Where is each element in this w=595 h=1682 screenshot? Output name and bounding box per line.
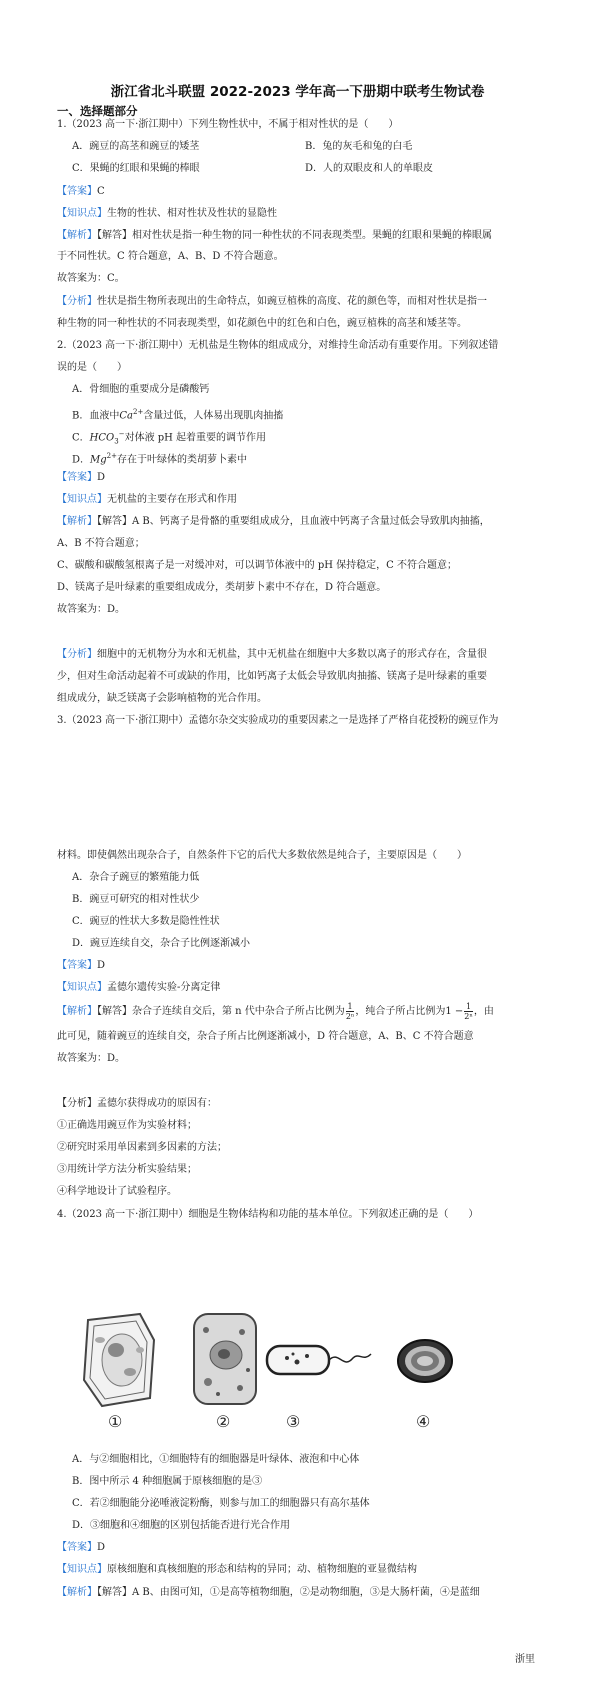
q1-option-d: D．人的双眼皮和人的单眼皮 [305,163,434,174]
cyanobacterium-illustration [395,1336,455,1386]
option-text: D． [72,454,91,466]
option-text: 对体液 pH 起着重要的调节作用 [124,432,267,444]
q1-option-b: B．兔的灰毛和兔的白毛 [305,141,413,152]
q3-stem-2: 材料。即使偶然出现杂合子，自然条件下它的后代大多数依然是纯合子，主要原因是（ ） [57,850,467,861]
option-text: 含量过低，人体易出现肌肉抽搐 [143,410,284,422]
q4-option-c: C．若②细胞能分泌唾液淀粉酶，则参与加工的细胞器只有高尔基体 [72,1498,370,1509]
q3-summary-4: ④科学地设计了试验程序。 [57,1186,177,1197]
answer-value: D [97,960,106,971]
fraction [464,1002,473,1021]
knowledge-tag: 【知识点】 [57,208,107,219]
analysis-tag: 【解析】 [57,230,97,241]
q3-summary-head: 【分析】孟德尔获得成功的原因有： [57,1098,217,1109]
knowledge-text: 原核细胞和真核细胞的形态和结构的异同；动、植物细胞的亚显微结构 [107,1564,417,1575]
q2-stem-2: 误的是（ ） [57,362,127,373]
q2-stem-1: 2.（2023 高一下·浙江期中）无机盐是生物体的组成成分，对维持生命活动有重要作用。下列叙述错 [57,340,499,351]
option-text: B．血液中 [72,410,120,422]
summary-text: 细胞中的无机物分为水和无机盐，其中无机盐在细胞中大多数以离子的形式存在，含量很 [97,649,487,660]
q2-option-a: A．骨细胞的重要成分是磷酸钙 [72,384,210,395]
q1-answer [57,185,542,199]
q1-option-c: C．果蝇的红眼和果蝇的棒眼 [72,163,200,174]
analysis-text: 【解答】相对性状是指一种生物的同一种性状的不同表现类型。果蝇的红眼和果蝇的棒眼属 [97,230,492,241]
ion-formula: HCO [89,432,115,444]
q2-analysis-1 [57,515,542,529]
fraction-denominator: 2ⁿ [464,1012,473,1021]
q2-analysis-2: A、B 不符合题意； [57,538,145,549]
q2-summary-2: 少，但对生命活动起着不可或缺的作用，比如钙离子太低会导致肌肉抽搐、镁离子是叶绿素的重要 [57,671,487,682]
answer-tag: 【答案】 [57,186,97,197]
plant-cell-illustration [80,1310,160,1410]
q4-stem: 4.（2023 高一下·浙江期中）细胞是生物体结构和功能的基本单位。下列叙述正确的是（ ） [57,1209,479,1220]
ion-charge: 2+ [106,452,117,460]
analysis-text: ，纯合子所占比例为1 − [355,1006,464,1017]
q2-answer [57,471,542,485]
fraction [346,1002,355,1021]
bacterium-illustration [265,1340,375,1380]
section-heading: 一、选择题部分 [57,104,138,118]
page-footer: 浙里 [515,1654,535,1665]
animal-cell-illustration [190,1310,260,1410]
q3-analysis-3: 故答案为：D。 [57,1053,126,1064]
answer-value: D [97,472,106,483]
q4-option-d: D．③细胞和④细胞的区别包括能否进行光合作用 [72,1520,291,1531]
summary-tag: 【分析】 [57,649,97,660]
q3-option-a: A．杂合子豌豆的繁殖能力低 [72,872,200,883]
q3-option-c: C．豌豆的性状大多数是隐性性状 [72,916,220,927]
q2-analysis-4: D、镁离子是叶绿素的重要组成成分，类胡萝卜素中不存在，D 符合题意。 [57,582,387,593]
ion-charge: 2+ [132,408,144,416]
q1-knowledge-point [57,207,542,221]
ion-formula: Mg [90,454,107,466]
answer-tag: 【答案】 [57,960,97,971]
q4-option-b: B．图中所示 4 种细胞属于原核细胞的是③ [72,1476,263,1487]
knowledge-tag: 【知识点】 [57,982,107,993]
option-text: C． [72,432,90,444]
q1-summary-1 [57,295,542,309]
answer-value: C [97,186,105,197]
q4-knowledge-point [57,1563,542,1577]
figure-label-3: ③ [286,1412,301,1431]
option-text: 存在于叶绿体的类胡萝卜素中 [117,454,247,466]
q3-option-d: D．豌豆连续自交，杂合子比例逐渐减小 [72,938,251,949]
knowledge-text: 孟德尔遗传实验-分离定律 [107,982,221,993]
q3-stem-1: 3.（2023 高一下·浙江期中）孟德尔杂交实验成功的重要因素之一是选择了严格自花授粉的豌豆作为 [57,715,499,726]
fraction-denominator: 2ⁿ [345,1012,355,1021]
q2-option-b [72,405,557,423]
q2-analysis-5: 故答案为：D。 [57,604,126,615]
page-title: 浙江省北斗联盟 2022-2023 学年高一下册期中联考生物试卷 [110,84,485,100]
ion-subscript: 3 [114,437,119,446]
q3-analysis-1 [57,1002,542,1022]
q4-analysis-1 [57,1586,542,1600]
figure-label-4: ④ [416,1412,431,1431]
ion-charge: − [118,430,125,438]
q2-option-c [72,427,557,448]
q1-stem: 1.（2023 高一下·浙江期中）下列生物性状中，不属于相对性状的是（ ） [57,119,399,130]
analysis-text: 【解答】A B、由图可知，①是高等植物细胞，②是动物细胞，③是大肠杆菌，④是蓝细 [97,1587,480,1598]
q3-option-b: B．豌豆可研究的相对性状少 [72,894,200,905]
q1-option-a: A．豌豆的高茎和豌豆的矮茎 [72,141,200,152]
q3-knowledge-point [57,981,542,995]
q2-summary-3: 组成成分，缺乏镁离子会影响植物的光合作用。 [57,693,267,704]
analysis-text: 【解答】杂合子连续自交后，第 n 代中杂合子所占比例为 [97,1006,345,1017]
cell-figure [80,1310,480,1430]
analysis-tag: 【解析】 [57,516,97,527]
q4-option-a: A．与②细胞相比，①细胞特有的细胞器是叶绿体、液泡和中心体 [72,1454,360,1465]
knowledge-tag: 【知识点】 [57,494,107,505]
analysis-tag: 【解析】 [57,1587,97,1598]
q4-answer [57,1541,542,1555]
q3-analysis-2: 此可见，随着豌豆的连续自交，杂合子所占比例逐渐减小，D 符合题意，A、B、C 不符合题意 [57,1031,474,1042]
q2-option-d [72,449,557,467]
answer-value: D [97,1542,106,1553]
figure-label-2: ② [216,1412,231,1431]
knowledge-tag: 【知识点】 [57,1564,107,1575]
fraction-numerator: 1 [347,1002,353,1011]
q1-analysis-3: 故答案为：C。 [57,273,125,284]
knowledge-text: 生物的性状、相对性状及性状的显隐性 [107,208,277,219]
analysis-tag: 【解析】 [57,1006,97,1017]
answer-tag: 【答案】 [57,472,97,483]
q1-summary-2: 种生物的同一种性状的不同表现类型，如花颜色中的红色和白色，豌豆植株的高茎和矮茎等。 [57,318,467,329]
q2-summary-1 [57,648,542,662]
summary-text: 性状是指生物所表现出的生命特点，如豌豆植株的高度、花的颜色等，而相对性状是指一 [97,296,487,307]
knowledge-text: 无机盐的主要存在形式和作用 [107,494,237,505]
q3-summary-3: ③用统计学方法分析实验结果； [57,1164,197,1175]
summary-tag: 【分析】 [57,296,97,307]
q3-answer [57,959,542,973]
q1-analysis-2: 于不同性状。C 符合题意，A、B、D 不符合题意。 [57,251,284,262]
figure-label-1: ① [108,1412,123,1431]
ion-formula: Ca [119,410,133,422]
q2-knowledge-point [57,493,542,507]
q1-analysis-1 [57,229,542,243]
analysis-text: ，由 [473,1006,494,1017]
analysis-text: 【解答】A B、钙离子是骨骼的重要组成成分，且血液中钙离子含量过低会导致肌肉抽搐， [97,516,490,527]
fraction-numerator: 1 [466,1002,472,1011]
q3-summary-1: ①正确选用豌豆作为实验材料； [57,1120,197,1131]
answer-tag: 【答案】 [57,1542,97,1553]
q3-summary-2: ②研究时采用单因素到多因素的方法； [57,1142,227,1153]
q2-analysis-3: C、碳酸和碳酸氢根离子是一对缓冲对，可以调节体液中的 pH 保持稳定，C 不符合题意； [57,560,457,571]
